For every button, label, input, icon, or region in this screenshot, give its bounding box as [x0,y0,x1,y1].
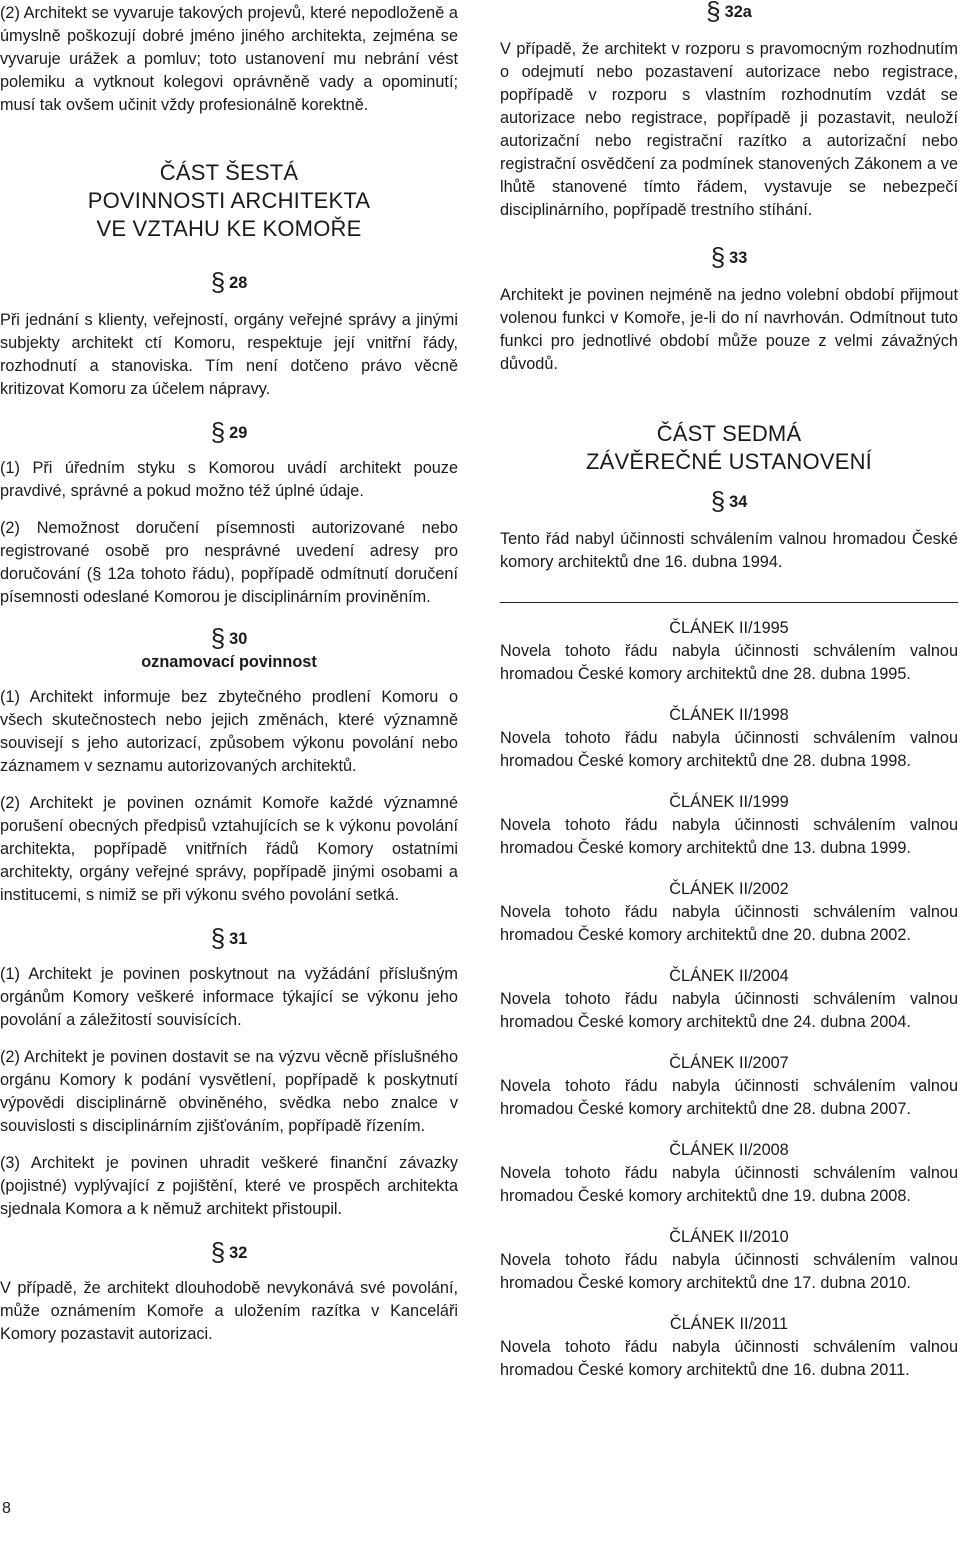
article-text: Novela tohoto řádu nabyla účinnosti schválením valnou hromadou České komory architektů dne 24. dubna 2004. [500,990,958,1031]
section-29-heading [0,417,458,447]
part-six-subtitle-1: POVINNOSTI ARCHITEKTA [87,188,371,213]
section-sign: § [710,486,726,516]
paragraph-intro: (2) Architekt se vyvaruje takových projevů, které nepodloženě a úmyslně poškozují dobré jméno jiného architekta, zejména se vyvaruje urážek a pomluv; toto ustanovení mu nebrání vést polemiku a vytknout kolegovi oprávněně vady a opominutí; musí tak ovšem učinit vždy profesionálně korektně. [0,4,458,114]
section-34-heading [500,486,958,516]
part-seven-heading [500,420,958,476]
article-title: ČLÁNEK II/1995 [669,619,789,637]
section-31-paragraph-1: (1) Architekt je povinen poskytnout na vyžádání příslušným orgánům Komory veškeré informace týkající se výkonu jeho povolání a záležitostí souvisících. [0,965,458,1029]
part-seven-subtitle: ZÁVĚREČNÉ USTANOVENÍ [586,449,872,474]
section-30-subtitle: oznamovací povinnost [141,653,317,671]
article-text: Novela tohoto řádu nabyla účinnosti schválením valnou hromadou České komory architektů dne 13. dubna 1999. [500,816,958,857]
article-title: ČLÁNEK II/2002 [669,880,789,898]
section-sign: § [210,1237,226,1267]
section-sign: § [92,565,102,583]
article-text: Novela tohoto řádu nabyla účinnosti schválením valnou hromadou České komory architektů dne 28. dubna 1995. [500,642,958,683]
text-fragment: 12a tohoto řádu), popřípadě odmítnutí doručení písemnosti odeslané Komorou je disciplinárním proviněním. [0,565,458,606]
article-title: ČLÁNEK II/1999 [669,793,789,811]
section-29-paragraph-1: (1) Při úředním styku s Komorou uvádí architekt pouze pravdivé, správné a pokud možno též úplné údaje. [0,459,458,500]
section-number: 31 [229,930,248,948]
section-32a-heading [500,0,958,24]
section-28-heading [0,267,458,297]
left-column [0,0,458,1346]
section-sign: § [210,923,226,953]
section-31-paragraph-2: (2) Architekt je povinen dostavit se na výzvu věcně příslušného orgánu Komory k podání vysvětlení, popřípadě k poskytnutí výpovědi disciplinárně obviněného, svědka nebo znalce v souvislosti s disciplinárním zjišťováním, popřípadě řízením. [0,1048,458,1135]
section-32-text: V případě, že architekt dlouhodobě nevykonává své povolání, může oznámením Komoře a uložením razítka v Kanceláři Komory pozastavit autorizaci. [0,1279,458,1343]
amendment-article [500,791,958,860]
article-title: ČLÁNEK II/2011 [669,1315,789,1333]
amendment-article [500,965,958,1034]
section-number: 29 [229,424,248,442]
article-title: ČLÁNEK II/2008 [669,1141,789,1159]
amendment-article [500,704,958,773]
amendment-article [500,878,958,947]
article-text: Novela tohoto řádu nabyla účinnosti schválením valnou hromadou České komory architektů dne 19. dubna 2008. [500,1164,958,1205]
part-six-subtitle-2: VE VZTAHU KE KOMOŘE [96,216,362,241]
section-number: 33 [729,249,748,267]
amendment-article [500,1052,958,1121]
section-number: 28 [229,274,248,292]
section-28-text: Při jednání s klienty, veřejností, orgány veřejné správy a jinými subjekty architekt ctí Komoru, respektuje její vnitřní řády, rozhodnutí a stanoviska. Tím není dotčeno právo věcně kritizovat Komoru za účelem nápravy. [0,311,458,398]
section-30-paragraph-2: (2) Architekt je povinen oznámit Komoře každé významné porušení obecných předpisů vztahujících se k výkonu povolání architekta, popřípadě vnitřních řádů Komory ostatními architekty, orgány veřejné správy, popřípadě jinými osobami a institucemi, s nimiž se při výkonu svého povolání setká. [0,794,458,904]
article-title: ČLÁNEK II/2007 [669,1054,789,1072]
section-number: 30 [229,630,248,648]
right-column [500,0,958,1400]
article-text: Novela tohoto řádu nabyla účinnosti schválením valnou hromadou České komory architektů dne 28. dubna 2007. [500,1077,958,1118]
section-33-text: Architekt je povinen nejméně na jedno volební období přijmout volenou funkci v Komoře, je-li do ní navrhován. Odmítnout tuto funkci pro jednotlivé období může pouze z velmi závažných důvodů. [500,286,958,373]
section-sign: § [210,417,226,447]
article-title: ČLÁNEK II/2004 [669,967,789,985]
section-30-paragraph-1: (1) Architekt informuje bez zbytečného prodlení Komoru o všech skutečnostech nebo jejich změnách, které významně souvisejí s jeho autorizací, způsobem výkonu povolání nebo záznamem v seznamu autorizovaných architektů. [0,688,458,775]
amendment-article [500,1313,958,1382]
section-sign: § [210,267,226,297]
section-sign: § [710,242,726,272]
section-30-heading [0,623,458,653]
section-sign: § [210,623,226,653]
article-text: Novela tohoto řádu nabyla účinnosti schválením valnou hromadou České komory architektů dne 16. dubna 2011. [500,1338,958,1379]
section-32-heading [0,1237,458,1267]
article-title: ČLÁNEK II/2010 [669,1228,789,1246]
section-31-paragraph-3: (3) Architekt je povinen uhradit veškeré finanční závazky (pojistné) vyplývající z pojištění, které ve prospěch architekta sjednala Komora a k němuž architekt přistoupil. [0,1154,458,1218]
article-text: Novela tohoto řádu nabyla účinnosti schválením valnou hromadou České komory architektů dne 20. dubna 2002. [500,903,958,944]
part-seven-title: ČÁST SEDMÁ [656,421,802,446]
section-number: 32 [229,1244,248,1262]
section-32a-text: V případě, že architekt v rozporu s pravomocným rozhodnutím o odejmutí nebo pozastavení autorizace nebo registrace, popřípadě v rozporu s vlastním rozhodnutím vzdát se autorizace nebo registrace, popřípadě ji pozastavit, neuloží autorizační nebo registrační razítko a autorizační nebo registrační osvědčení za podmínek stanovených Zákonem a ve lhůtě stanovené tímto řádem, vystavuje se nebezpečí disciplinárního, popřípadě trestního stíhání. [500,40,958,219]
section-34-text: Tento řád nabyl účinnosti schválením valnou hromadou České komory architektů dne 16. dubna 1994. [500,530,958,571]
amendment-articles-list [500,617,958,1382]
article-text: Novela tohoto řádu nabyla účinnosti schválením valnou hromadou České komory architektů dne 28. dubna 1998. [500,729,958,770]
section-31-heading [0,923,458,953]
section-number: 32a [724,3,752,21]
section-33-heading [500,242,958,272]
section-sign: § [706,0,721,26]
section-29-paragraph-2 [0,517,458,609]
amendment-article [500,617,958,686]
section-number: 34 [729,493,748,511]
part-six-title: ČÁST ŠESTÁ [159,160,299,185]
amendment-article [500,1139,958,1208]
amendment-article [500,1226,958,1295]
part-six-heading [0,159,458,243]
article-title: ČLÁNEK II/1998 [669,706,789,724]
article-text: Novela tohoto řádu nabyla účinnosti schválením valnou hromadou České komory architektů dne 17. dubna 2010. [500,1251,958,1292]
page-number: 8 [2,1500,11,1517]
text-fragment: (2) Nemožnost doručení písemnosti autorizované nebo registrované osobě pro nesprávné uvedení adresy pro doručování ( [0,519,458,583]
